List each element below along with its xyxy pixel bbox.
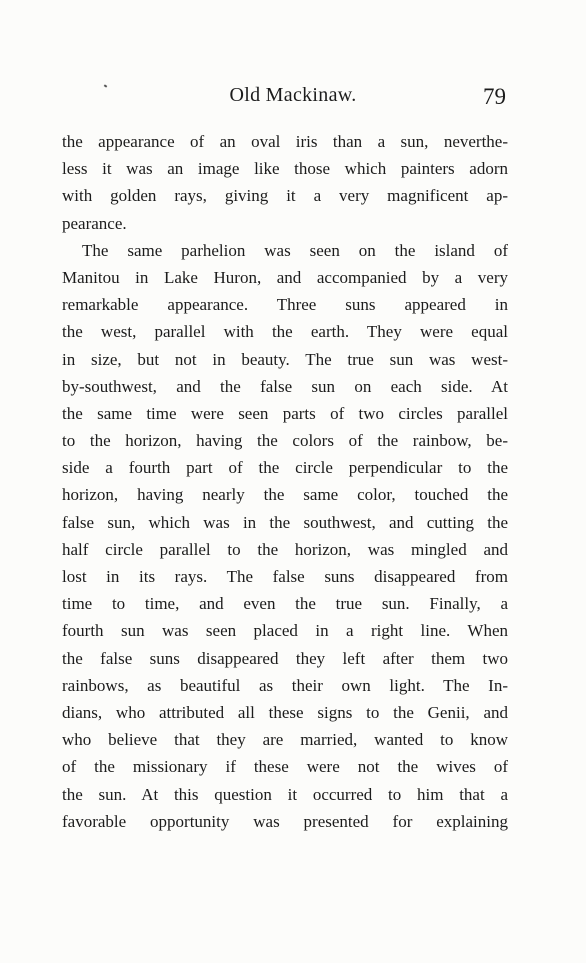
text-line: false sun, which was in the southwest, and cutting the [62,512,508,532]
text-line: remarkable appearance. Three suns appeared in [62,295,508,315]
text-line: in size, but not in beauty. The true sun was west- [62,349,508,369]
text-line: with golden rays, giving it a very magnificent ap- [62,186,508,206]
text-line: less it was an image like those which painters adorn [62,159,508,179]
page-number: 79 [483,84,506,109]
paragraph-start-line: The same parhelion was seen on the island of [82,240,508,260]
text-line: horizon, having nearly the same color, touched the [62,485,508,505]
text-line: favorable opportunity was presented for explaining [62,811,508,831]
text-line: rainbows, as beautiful as their own light. The In- [62,675,508,695]
text-line: the appearance of an oval iris than a sun, neverthe- [62,132,508,151]
text-line: dians, who attributed all these signs to the Genii, and [62,702,508,722]
page-header [0,84,586,118]
text-line: of the missionary if these were not the wives of [62,757,508,777]
text-line: the sun. At this question it occurred to him that a [62,784,508,804]
text-line: the west, parallel with the earth. They were equal [62,322,508,342]
text-line: lost in its rays. The false suns disappeared from [62,567,508,586]
text-line: pearance. [62,213,127,233]
text-line: to the horizon, having the colors of the rainbow, be- [62,431,508,451]
text-line: the same time were seen parts of two circles parallel [62,403,508,423]
body-text [62,128,508,835]
text-line: by-southwest, and the false sun on each side. At [62,376,508,396]
text-line: the false suns disappeared they left after them two [62,648,508,668]
text-line: fourth sun was seen placed in a right line. When [62,621,508,641]
text-line: time to time, and even the true sun. Finally, a [62,594,508,614]
running-title: Old Mackinaw. [229,84,357,106]
text-line: side a fourth part of the circle perpendicular to the [62,458,508,478]
text-line: who believe that they are married, wanted to know [62,730,508,750]
text-line: Manitou in Lake Huron, and accompanied by a very [62,267,508,287]
text-line: half circle parallel to the horizon, was mingled and [62,539,508,559]
